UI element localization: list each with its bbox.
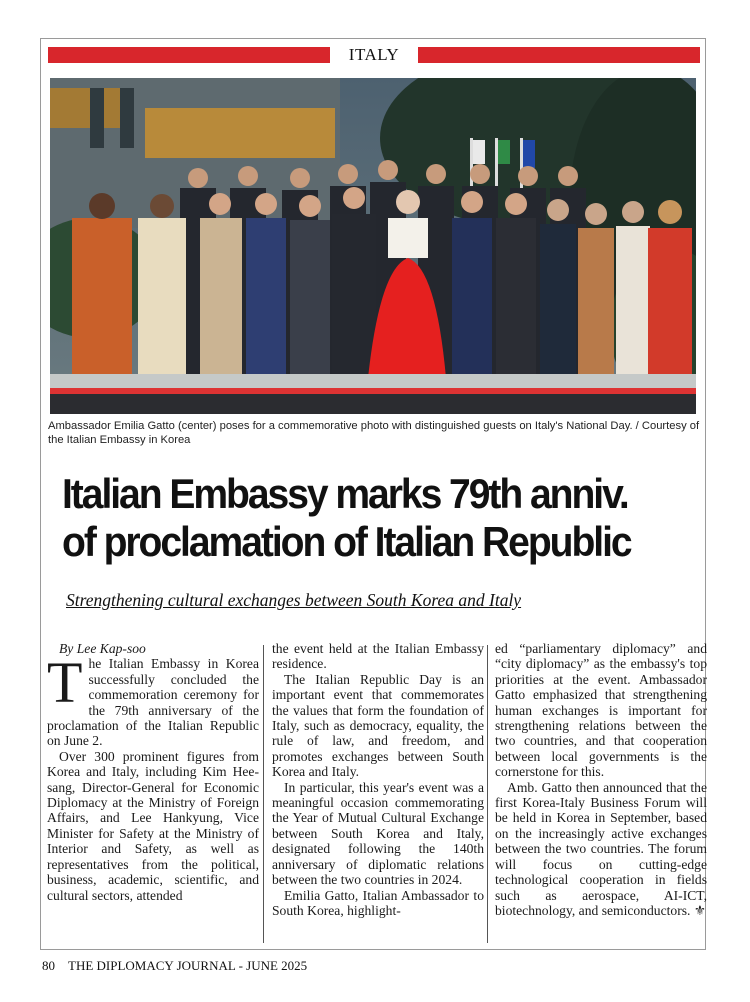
article-column-1 xyxy=(47,641,259,903)
paragraph-4: In particular, this year's event was a meaningful occasion commemorating the Year of Mutual Cultural Exchange between South Korea and Italy, designated following the 140th anniversary of diplomatic relations between the two countries in 2024. xyxy=(272,779,484,888)
page-number: 80 xyxy=(42,958,55,973)
column-divider xyxy=(487,645,488,943)
drop-cap: T xyxy=(47,650,83,716)
paragraph-3: The Italian Republic Day is an important event that commemorates the values that form the foundation of Italy, such as democracy, equality, the rule of law, and freedom, and promotes exchanges between South Korea and Italy. xyxy=(272,671,484,780)
section-bar-right xyxy=(418,47,700,63)
paragraph-6-text: Amb. Gatto then announced that the first Korea-Italy Business Forum will be held in Korea in September, based on the increasingly active exchanges between the two countries. The forum will focus on cutting-edge technological cooperation in fields such as aerospace, AI-ICT, biotechnology, and semiconductors. xyxy=(495,779,707,918)
article-headline: Italian Embassy marks 79th anniv. of proclamation of Italian Republic xyxy=(62,470,631,565)
end-mark-icon: ⚜ xyxy=(693,902,707,918)
photo-caption: Ambassador Emilia Gatto (center) poses for a commemorative photo with distinguished guests on Italy's National Day. / Courtesy of the Italian Embassy in Korea xyxy=(48,420,700,446)
paragraph-2-continued: the event held at the Italian Embassy residence. xyxy=(272,641,484,672)
byline: By Lee Kap-soo xyxy=(59,641,146,656)
section-label: ITALY xyxy=(348,45,400,64)
paragraph-5: Emilia Gatto, Italian Ambassador to South Korea, highlight- xyxy=(272,887,484,918)
publication-name: THE DIPLOMACY JOURNAL - JUNE 2025 xyxy=(68,958,308,973)
section-bar-left xyxy=(48,47,330,63)
article-subhead: Strengthening cultural exchanges between South Korea and Italy xyxy=(66,590,522,610)
paragraph-5-continued: ed “parliamentary diplomacy” and “city diplomacy” as the embassy's top priorities at the event. Ambassador Gatto emphasized that strengthening human exchanges is important for strengthening relations between the two countries, and that cooperation between local governments is the cornerstone for this. xyxy=(495,641,707,780)
article-column-2 xyxy=(272,641,484,918)
column-divider xyxy=(263,645,264,943)
section-header xyxy=(48,45,700,65)
page-footer xyxy=(42,958,317,974)
paragraph-6 xyxy=(495,780,707,919)
group-photo xyxy=(50,78,696,414)
paragraph-2: Over 300 prominent figures from Korea and Italy, including Kim Hee-sang, Director-General for Economic Diplomacy at the Ministry of Foreign Affairs, and Lee Hankyung, Vice Minister for Safety at the Ministry of Interior and Safety, as well as representatives from the political, business, academic, scientific, and cultural sectors, attended xyxy=(47,748,259,903)
paragraph-1 xyxy=(47,650,259,749)
paragraph-1-text: he Italian Embassy in Korea successfully concluded the commemoration ceremony for the 79th anniversary of the proclamation of the Italian Republic on June 2. xyxy=(47,656,259,749)
article-column-3 xyxy=(495,641,707,918)
